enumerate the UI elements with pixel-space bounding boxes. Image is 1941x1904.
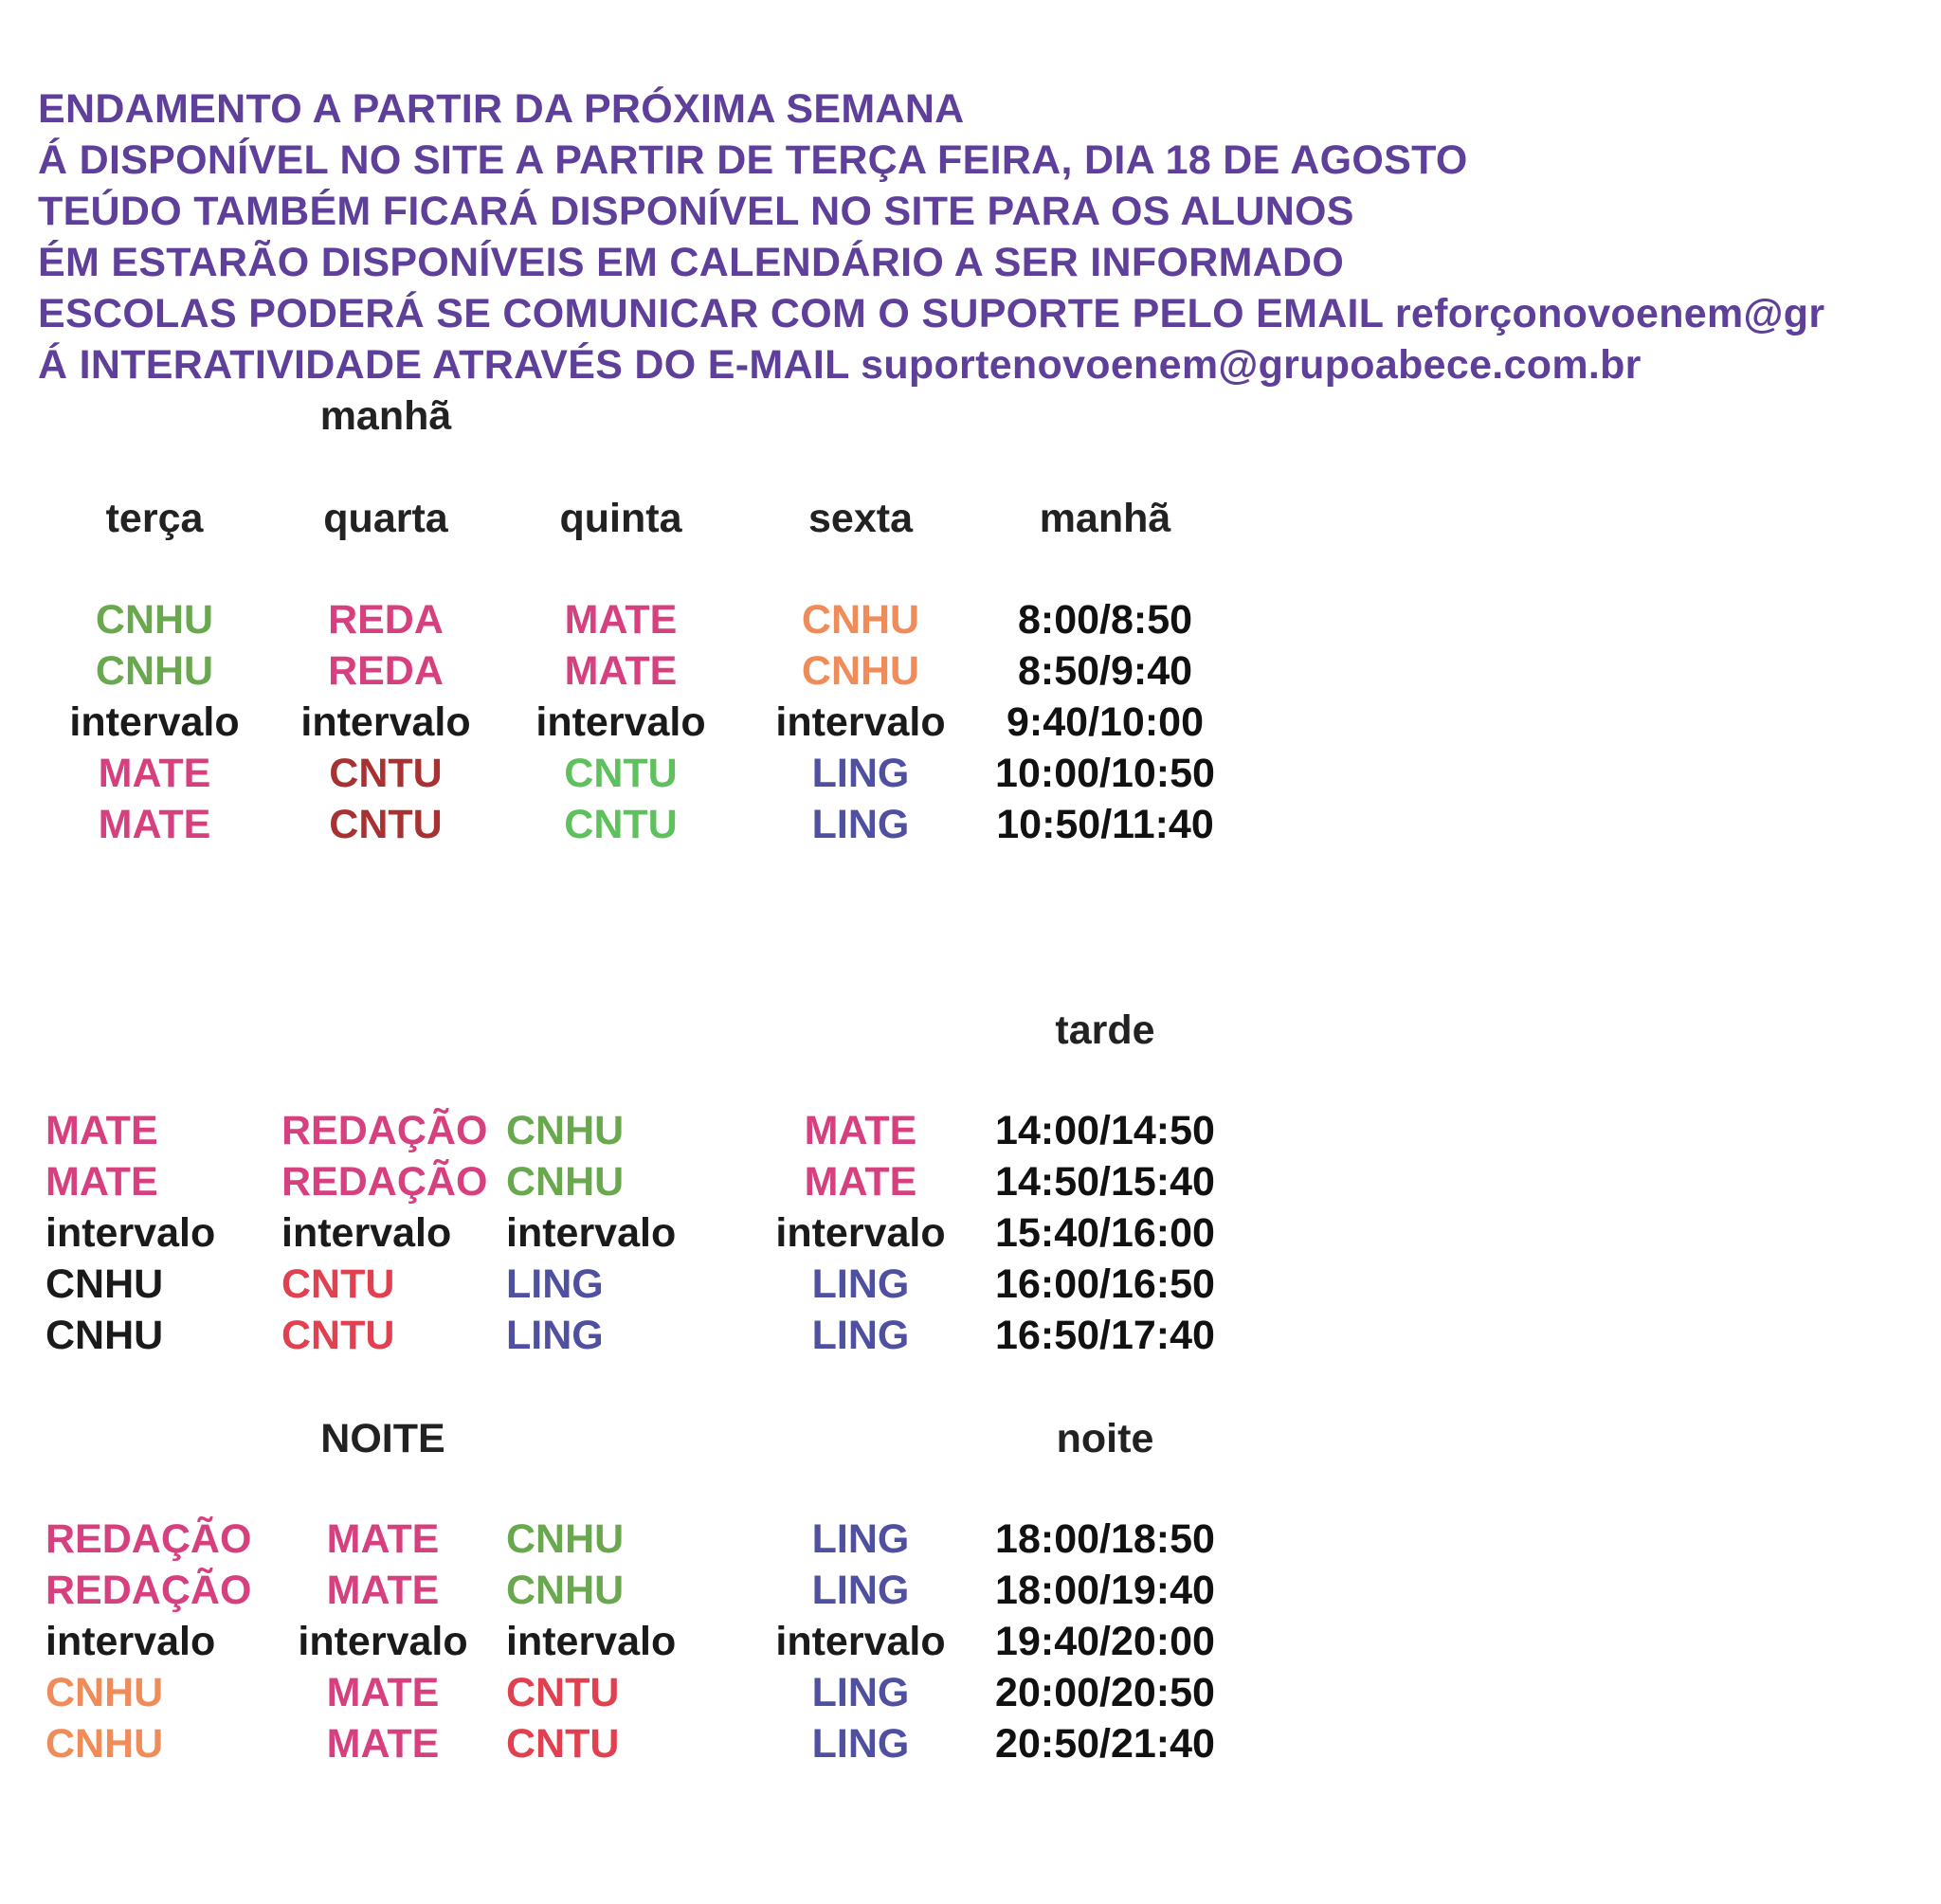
schedule-cell: LING <box>811 1313 910 1358</box>
schedule-cell: LING <box>811 1721 910 1767</box>
schedule-cell: CNHU <box>506 1159 625 1205</box>
time-slot: 16:00/16:50 <box>995 1261 1215 1307</box>
schedule-cell: MATE <box>564 648 678 694</box>
schedule-cell: CNHU <box>45 1313 164 1358</box>
header-sexta: sexta <box>808 496 913 541</box>
time-slot: 8:50/9:40 <box>1017 648 1193 694</box>
schedule-cell: MATE <box>804 1159 917 1205</box>
time-slot: 14:50/15:40 <box>995 1159 1215 1205</box>
schedule-cell: REDA <box>328 597 444 643</box>
night-time-label: noite <box>1056 1416 1154 1461</box>
time-slot: 10:50/11:40 <box>996 802 1214 847</box>
notice-block <box>0 0 1941 398</box>
notice-line: TEÚDO TAMBÉM FICARÁ DISPONÍVEL NO SITE PARA OS ALUNOS <box>38 189 1354 234</box>
schedule-cell: CNHU <box>45 1721 164 1767</box>
schedule-cell: intervalo <box>775 1619 946 1664</box>
schedule-cell: CNHU <box>801 597 920 643</box>
night-section-label: NOITE <box>320 1416 445 1461</box>
notice-line: Á INTERATIVIDADE ATRAVÉS DO E-MAIL suportenovoenem@grupoabece.com.br <box>38 342 1642 388</box>
schedule-cell: CNTU <box>281 1261 395 1307</box>
schedule-cell: REDAÇÃO <box>45 1516 252 1562</box>
schedule-cell: REDA <box>328 648 444 694</box>
schedule-cell: MATE <box>98 802 211 847</box>
schedule-cell: CNTU <box>506 1670 620 1715</box>
schedule-cell: intervalo <box>775 1210 946 1256</box>
schedule-cell: CNHU <box>506 1516 625 1562</box>
schedule-cell: intervalo <box>298 1619 468 1664</box>
time-slot: 20:50/21:40 <box>995 1721 1215 1767</box>
schedule-cell: CNHU <box>95 597 214 643</box>
schedule-cell: CNHU <box>45 1670 164 1715</box>
schedule-cell: CNTU <box>329 802 443 847</box>
header-time: manhã <box>1039 496 1171 541</box>
time-slot: 10:00/10:50 <box>995 751 1215 796</box>
schedule-cell: intervalo <box>69 699 240 745</box>
schedule-cell: LING <box>811 1516 910 1562</box>
time-slot: 14:00/14:50 <box>995 1108 1215 1153</box>
time-slot: 16:50/17:40 <box>995 1313 1215 1358</box>
schedule-cell: MATE <box>326 1721 440 1767</box>
schedule-cell: intervalo <box>281 1210 452 1256</box>
schedule-cell: CNTU <box>506 1721 620 1767</box>
time-slot: 18:00/18:50 <box>995 1516 1215 1562</box>
schedule-cell: MATE <box>98 751 211 796</box>
header-quinta: quinta <box>559 496 682 541</box>
schedule-cell: LING <box>811 802 910 847</box>
schedule-cell: MATE <box>326 1516 440 1562</box>
schedule-cell: CNHU <box>45 1261 164 1307</box>
schedule-cell: intervalo <box>45 1210 216 1256</box>
time-slot: 15:40/16:00 <box>995 1210 1215 1256</box>
schedule-cell: MATE <box>804 1108 917 1153</box>
header-terca: terça <box>105 496 204 541</box>
schedule-cell: MATE <box>326 1670 440 1715</box>
afternoon-time-label: tarde <box>1055 1007 1155 1053</box>
time-slot: 20:00/20:50 <box>995 1670 1215 1715</box>
schedule-cell: MATE <box>45 1159 158 1205</box>
schedule-cell: CNTU <box>564 751 678 796</box>
morning-section-label: manhã <box>319 393 452 439</box>
schedule-cell: LING <box>506 1261 604 1307</box>
schedule-cell: MATE <box>326 1568 440 1613</box>
schedule-cell: REDAÇÃO <box>281 1159 488 1205</box>
notice-line: ESCOLAS PODERÁ SE COMUNICAR COM O SUPORTE PELO EMAIL reforçonovoenem@gr <box>38 291 1825 336</box>
schedule-cell: LING <box>811 751 910 796</box>
schedule-cell: LING <box>506 1313 604 1358</box>
schedule-cell: intervalo <box>506 1619 677 1664</box>
schedule-cell: intervalo <box>300 699 471 745</box>
schedule-cell: CNHU <box>506 1568 625 1613</box>
schedule-cell: REDAÇÃO <box>281 1108 488 1153</box>
header-quarta: quarta <box>323 496 448 541</box>
schedule-cell: CNHU <box>95 648 214 694</box>
schedule-cell: CNHU <box>506 1108 625 1153</box>
schedule-cell: LING <box>811 1261 910 1307</box>
schedule-cell: CNTU <box>281 1313 395 1358</box>
schedule-cell: CNHU <box>801 648 920 694</box>
schedule-cell: intervalo <box>45 1619 216 1664</box>
schedule-cell: LING <box>811 1670 910 1715</box>
schedule-cell: intervalo <box>535 699 706 745</box>
schedule-cell: MATE <box>45 1108 158 1153</box>
notice-line: ENDAMENTO A PARTIR DA PRÓXIMA SEMANA <box>38 86 965 132</box>
schedule-cell: REDAÇÃO <box>45 1568 252 1613</box>
schedule-cell: CNTU <box>329 751 443 796</box>
schedule-cell: MATE <box>564 597 678 643</box>
time-slot: 18:00/19:40 <box>995 1568 1215 1613</box>
schedule-cell: intervalo <box>506 1210 677 1256</box>
time-slot: 9:40/10:00 <box>1007 699 1204 745</box>
time-slot: 19:40/20:00 <box>995 1619 1215 1664</box>
notice-line: Á DISPONÍVEL NO SITE A PARTIR DE TERÇA FEIRA, DIA 18 DE AGOSTO <box>38 137 1468 183</box>
schedule-cell: LING <box>811 1568 910 1613</box>
schedule-cell: CNTU <box>564 802 678 847</box>
time-slot: 8:00/8:50 <box>1017 597 1193 643</box>
schedule-cell: intervalo <box>775 699 946 745</box>
notice-line: ÉM ESTARÃO DISPONÍVEIS EM CALENDÁRIO A SER INFORMADO <box>38 240 1345 285</box>
